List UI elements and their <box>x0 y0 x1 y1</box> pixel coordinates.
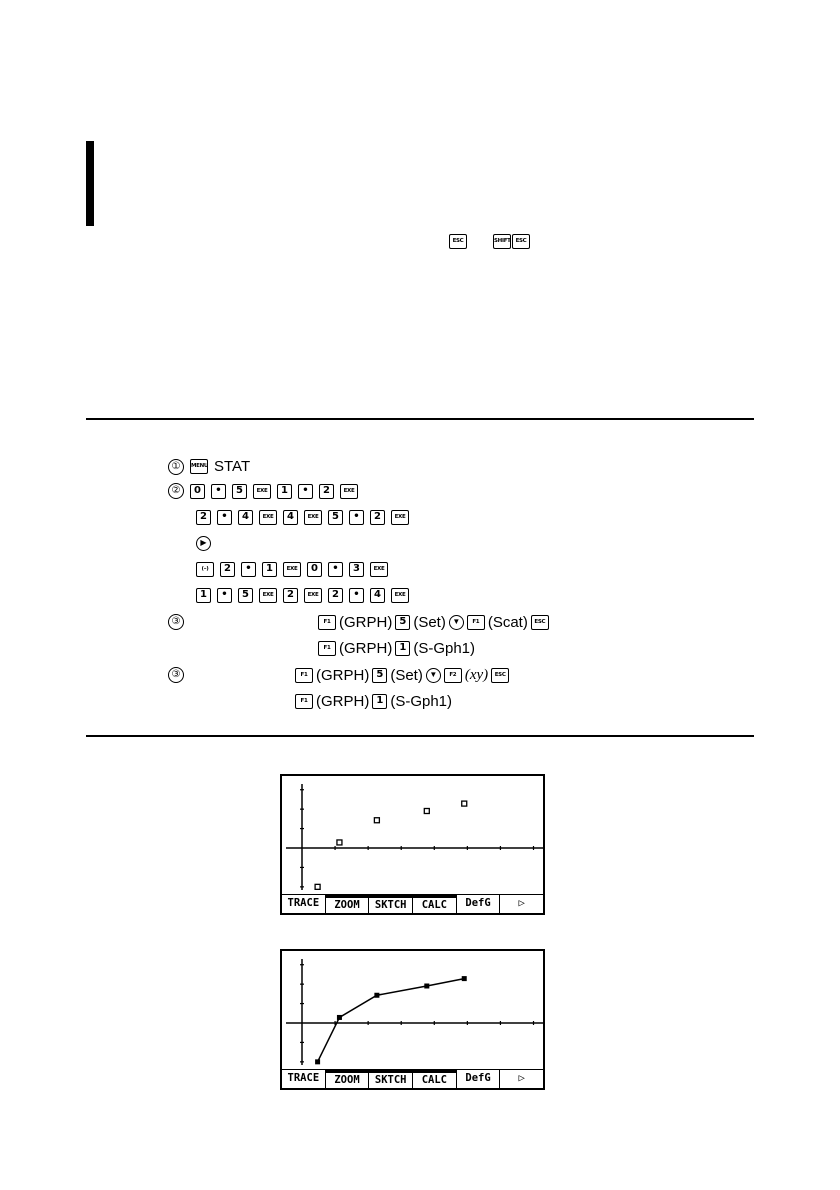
key-exe: EXE <box>391 588 409 603</box>
xy-point <box>462 976 467 981</box>
menu-[interactable]: ▷ <box>518 1072 525 1084</box>
key-exe: EXE <box>304 510 322 525</box>
key-f1: F1 <box>467 615 485 630</box>
step-text: STAT <box>214 458 251 475</box>
scatter-point <box>374 818 379 823</box>
menu-sktch[interactable]: SKTCH <box>369 895 413 913</box>
menu-calc[interactable]: CALC <box>413 1070 457 1088</box>
step-number: ② <box>168 483 184 499</box>
key-: • <box>349 510 364 525</box>
key-4: 4 <box>238 510 253 525</box>
step-3a-line-2 <box>318 640 475 657</box>
xy-point <box>315 1059 320 1064</box>
key-exe: EXE <box>259 510 277 525</box>
xy-point <box>337 1015 342 1020</box>
key-f1: F1 <box>318 615 336 630</box>
key-exe: EXE <box>259 588 277 603</box>
top-rule <box>86 418 754 420</box>
key-exe: EXE <box>370 562 388 577</box>
arrow-key: ▶ <box>196 536 211 551</box>
key-label: (GRPH) <box>339 614 393 631</box>
menu-zoom[interactable]: ZOOM <box>326 895 370 913</box>
key-2: 2 <box>220 562 235 577</box>
key-5: 5 <box>232 484 247 499</box>
step-3b-line-1 <box>295 667 509 684</box>
menu-defg[interactable]: DefG <box>457 1070 501 1088</box>
key-0: 0 <box>307 562 322 577</box>
key-label: (Set) <box>390 667 423 684</box>
key-2: 2 <box>370 510 385 525</box>
key-1: 1 <box>372 694 387 709</box>
key-: • <box>217 588 232 603</box>
scatter-point <box>337 840 342 845</box>
key-4: 4 <box>370 588 385 603</box>
key-2: 2 <box>328 588 343 603</box>
esc-key: ESC <box>449 234 467 249</box>
step-3a-line-1 <box>318 614 549 631</box>
key-5: 5 <box>328 510 343 525</box>
key-1: 1 <box>395 641 410 656</box>
step-3b-number-row <box>168 667 184 683</box>
step-number: ① <box>168 459 184 475</box>
menu-defg[interactable]: DefG <box>457 895 501 913</box>
key-1: 1 <box>196 588 211 603</box>
key-5: 5 <box>372 668 387 683</box>
key-label: (Scat) <box>487 614 528 631</box>
key-label: (GRPH) <box>339 640 393 657</box>
key-exe: EXE <box>304 588 322 603</box>
step-3a-number-row <box>168 614 184 630</box>
xy-point <box>374 993 379 998</box>
step-1 <box>168 458 250 475</box>
key-f1: F1 <box>295 668 313 683</box>
key-4: 4 <box>283 510 298 525</box>
step-number: ③ <box>168 667 184 683</box>
scatter-point <box>424 809 429 814</box>
function-menu <box>282 1069 543 1088</box>
xy-line <box>318 979 465 1062</box>
step-2-line-4 <box>196 562 388 577</box>
shift-key: SHIFT <box>493 234 511 249</box>
menu-key: MENU <box>190 459 208 474</box>
step-2-line-2 <box>196 510 409 525</box>
exit-keys <box>449 234 530 249</box>
key-exe: EXE <box>340 484 358 499</box>
key-label: (GRPH) <box>316 667 370 684</box>
key-3: 3 <box>349 562 364 577</box>
key-esc: ESC <box>491 668 509 683</box>
menu-sktch[interactable]: SKTCH <box>369 1070 413 1088</box>
key-: (–) <box>196 562 214 577</box>
key-f2: F2 <box>444 668 462 683</box>
key-label: (xy) <box>464 667 489 683</box>
menu-trace[interactable]: TRACE <box>282 1070 326 1088</box>
key-f1: F1 <box>295 694 313 709</box>
key-f1: F1 <box>318 641 336 656</box>
arrow-key: ▼ <box>426 668 441 683</box>
function-menu <box>282 894 543 913</box>
key-: • <box>241 562 256 577</box>
esc-key-2: ESC <box>512 234 530 249</box>
menu-calc[interactable]: CALC <box>413 895 457 913</box>
key-exe: EXE <box>283 562 301 577</box>
xy-line-plot <box>282 951 543 1069</box>
arrow-key: ▼ <box>449 615 464 630</box>
key-2: 2 <box>319 484 334 499</box>
step-number: ③ <box>168 614 184 630</box>
scatter-point <box>462 801 467 806</box>
key-1: 1 <box>277 484 292 499</box>
step-2-line-3 <box>196 536 211 551</box>
step-2 <box>168 483 358 499</box>
key-1: 1 <box>262 562 277 577</box>
key-: • <box>298 484 313 499</box>
key-esc: ESC <box>531 615 549 630</box>
menu-zoom[interactable]: ZOOM <box>326 1070 370 1088</box>
bottom-rule <box>86 735 754 737</box>
section-marker-bar <box>86 141 94 226</box>
key-label: (S-Gph1) <box>413 640 476 657</box>
xy-point <box>424 984 429 989</box>
step-3b-line-2 <box>295 693 452 710</box>
key-label: (GRPH) <box>316 693 370 710</box>
key-: • <box>349 588 364 603</box>
key-5: 5 <box>395 615 410 630</box>
key-exe: EXE <box>391 510 409 525</box>
scatter-screen <box>280 774 545 915</box>
key-: • <box>211 484 226 499</box>
menu-[interactable]: ▷ <box>518 897 525 909</box>
key-: • <box>217 510 232 525</box>
key-5: 5 <box>238 588 253 603</box>
xy-line-screen <box>280 949 545 1090</box>
scatter-point <box>315 884 320 889</box>
scatter-plot <box>282 776 543 894</box>
key-: • <box>328 562 343 577</box>
step-2-line-5 <box>196 588 409 603</box>
key-label: (S-Gph1) <box>390 693 453 710</box>
key-exe: EXE <box>253 484 271 499</box>
menu-trace[interactable]: TRACE <box>282 895 326 913</box>
key-2: 2 <box>196 510 211 525</box>
key-label: (Set) <box>413 614 446 631</box>
key-2: 2 <box>283 588 298 603</box>
key-0: 0 <box>190 484 205 499</box>
